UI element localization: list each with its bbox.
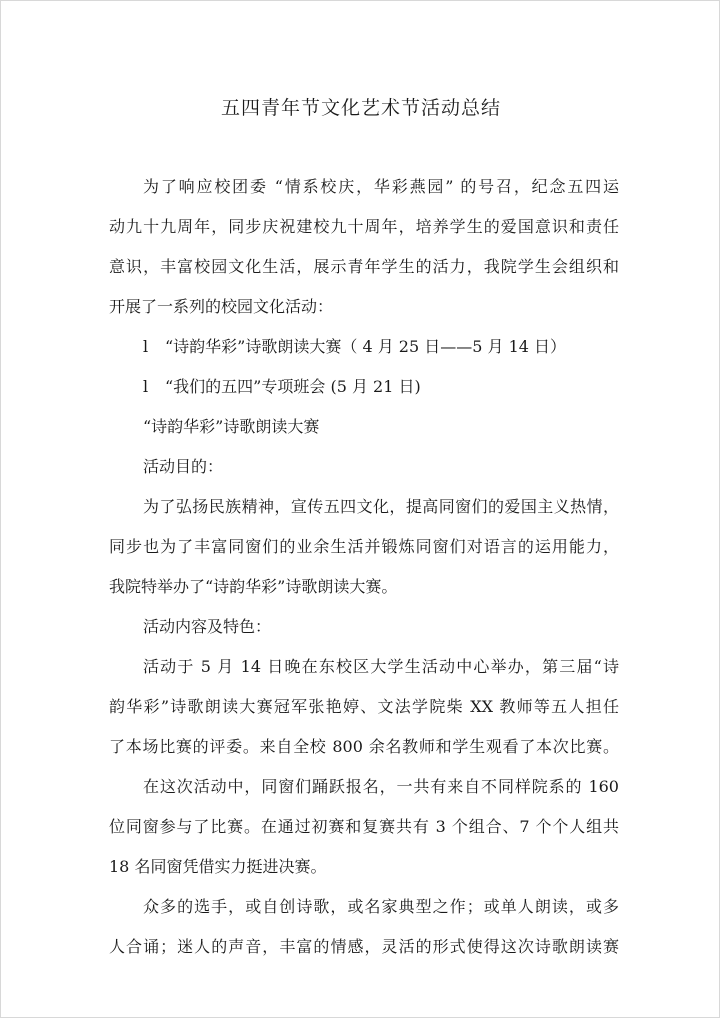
text-line: 意识，丰富校园文化生活，展示青年学生的活力，我院学生会组织和 xyxy=(109,257,619,276)
text-line: 开展了一系列的校园文化活动： xyxy=(109,297,334,316)
document-body xyxy=(109,167,619,967)
text-line: 我院特举办了“诗韵华彩”诗歌朗读大赛。 xyxy=(109,577,398,596)
text-line xyxy=(109,327,619,367)
text-line: 为了弘扬民族精神，宣传五四文化，提高同窗们的爱国主义热情， xyxy=(143,497,619,516)
text-line: 活动于 5 月 14 日晚在东校区大学生活动中心举办，第三届“诗 xyxy=(143,657,619,676)
text-line xyxy=(109,367,619,407)
text-line: 动九十九周年，同步庆祝建校九十周年，培养学生的爱国意识和责任 xyxy=(109,217,619,236)
text-line: 众多的选手，或自创诗歌，或名家典型之作；或单人朗读，或多 xyxy=(143,897,619,916)
text-line: 为了响应校团委 “情系校庆，华彩燕园” 的号召，纪念五四运 xyxy=(143,177,619,196)
text-line: “诗韵华彩”诗歌朗读大赛 xyxy=(143,417,320,436)
bullet-marker: l xyxy=(143,337,149,356)
text-line: 韵华彩”诗歌朗读大赛冠军张艳婷、文法学院柴 XX 教师等五人担任 xyxy=(109,697,619,716)
text-line: 位同窗参与了比赛。在通过初赛和复赛共有 3 个组合、7 个个人组共 xyxy=(109,817,619,836)
text-line: 活动内容及特色： xyxy=(143,617,272,636)
bullet-marker: l xyxy=(143,377,149,396)
text-line: 人合诵；迷人的声音，丰富的情感，灵活的形式使得这次诗歌朗读赛 xyxy=(109,937,619,956)
text-line: 同步也为了丰富同窗们的业余生活并锻炼同窗们对语言的运用能力， xyxy=(109,537,619,556)
bullet-text: “诗韵华彩”诗歌朗读大赛（ 4 月 25 日——5 月 14 日） xyxy=(165,337,567,356)
bullet-text: “我们的五四”专项班会 (5 月 21 日) xyxy=(165,377,421,396)
text-line: 活动目的： xyxy=(143,457,224,476)
text-line: 了本场比赛的评委。来自全校 800 余名教师和学生观看了本次比赛。 xyxy=(109,737,619,756)
text-line: 18 名同窗凭借实力挺进决赛。 xyxy=(109,857,327,876)
page-title: 五四青年节文化艺术节活动总结 xyxy=(220,97,501,119)
text-line: 在这次活动中，同窗们踊跃报名，一共有来自不同样院系的 160 xyxy=(143,777,619,796)
